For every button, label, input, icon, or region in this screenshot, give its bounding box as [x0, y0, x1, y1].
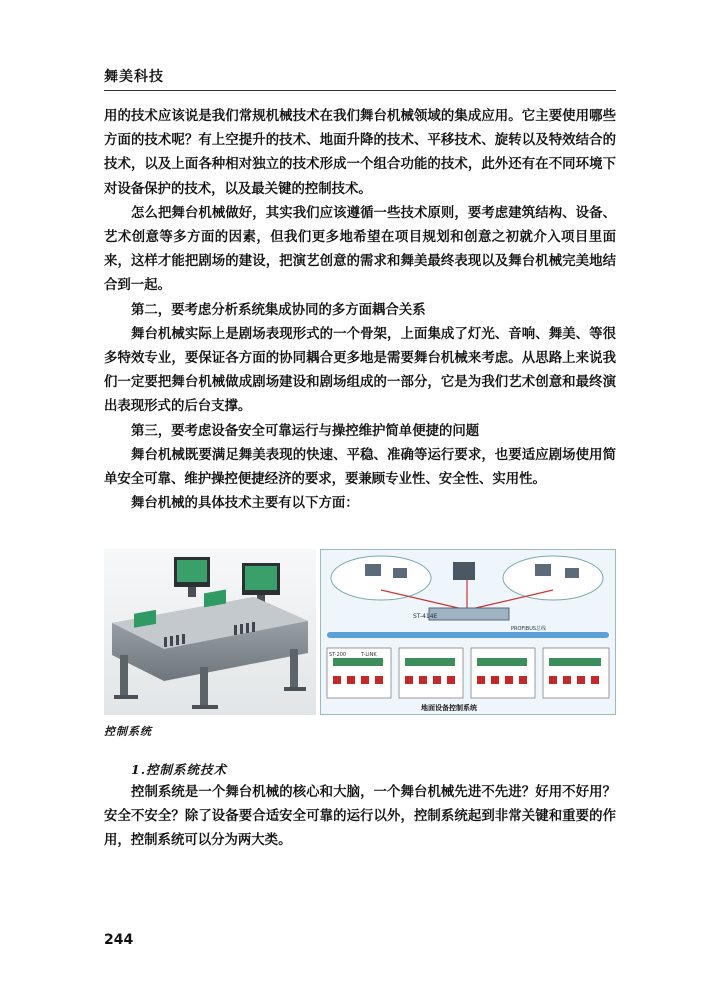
network-label: PROFIBUS总线 [511, 626, 547, 632]
figure-caption: 控制系统 [104, 725, 152, 738]
body-text [104, 104, 616, 515]
figure-group [104, 549, 616, 717]
paragraph: 舞台机械既要满足舞美表现的快速、平稳、准确等运行要求，也要适应剧场使用简单安全可靠、维护操控便捷经济的要求，要兼顾专业性、安全性、实用性。 [104, 446, 616, 488]
switch-label: ST-414E [413, 613, 438, 620]
paragraph: 怎么把舞台机械做好，其实我们应该遵循一些技术原则，要考虑建筑结构、设备、艺术创意等多方面的因素，但我们更多地希望在项目规划和创意之初就介入项目里面来，这样才能把剧场的建设，把演艺创意的需求和舞美最终表现以及舞台机械完美地结合到一起。 [104, 204, 616, 294]
diagram-title: 地面设备控制系统 [421, 704, 477, 712]
header-title: 舞美科技 [104, 69, 164, 85]
paragraph: 舞台机械实际上是剧场表现形式的一个骨架，上面集成了灯光、音响、舞美、等很多特效专业，要保证各方面的协同耦合更多地是需要舞台机械来考虑。从思路上来说我们一定要把舞台机械做成剧场建设和剧场组成的一部分，它是为我们艺术创意和最终演出表现形式的后台支撑。 [104, 325, 616, 415]
paragraph: 用的技术应该说是我们常规机械技术在我们舞台机械领域的集成应用。它主要使用哪些方面的技术呢？有上空提升的技术、地面升降的技术、平移技术、旋转以及特效结合的技术，以及上面各种相对独立的技术形成一个组合功能的技术，此外还有在不同环境下对设备保护的技术，以及最关键的控制技术。 [104, 108, 616, 197]
network-diagram [321, 550, 615, 714]
paragraph-heading: 第二，要考虑分析系统集成协同的多方面耦合关系 [131, 301, 426, 318]
control-console-photo [104, 549, 316, 715]
running-header [104, 66, 616, 91]
section-heading: 1.控制系统技术 [131, 762, 228, 777]
node-label: T-LINK [361, 652, 377, 658]
node-label: ST-200 [329, 652, 347, 658]
paragraph: 控制系统是一个舞台机械的核心和大脑，一个舞台机械先进不先进？好用不好用？安全不安全？除了设备要合适安全可靠的运行以外，控制系统起到非常关键和重要的作用，控制系统可以分为两大类。 [104, 784, 616, 849]
paragraph-heading: 第三，要考虑设备安全可靠运行与操控维护简单便捷的问题 [131, 422, 480, 439]
control-system-diagram [320, 549, 616, 715]
control-console-illustration [104, 549, 316, 715]
paragraph: 舞台机械的具体技术主要有以下方面： [131, 495, 359, 512]
section-body [104, 780, 616, 853]
page-number: 244 [104, 932, 134, 948]
